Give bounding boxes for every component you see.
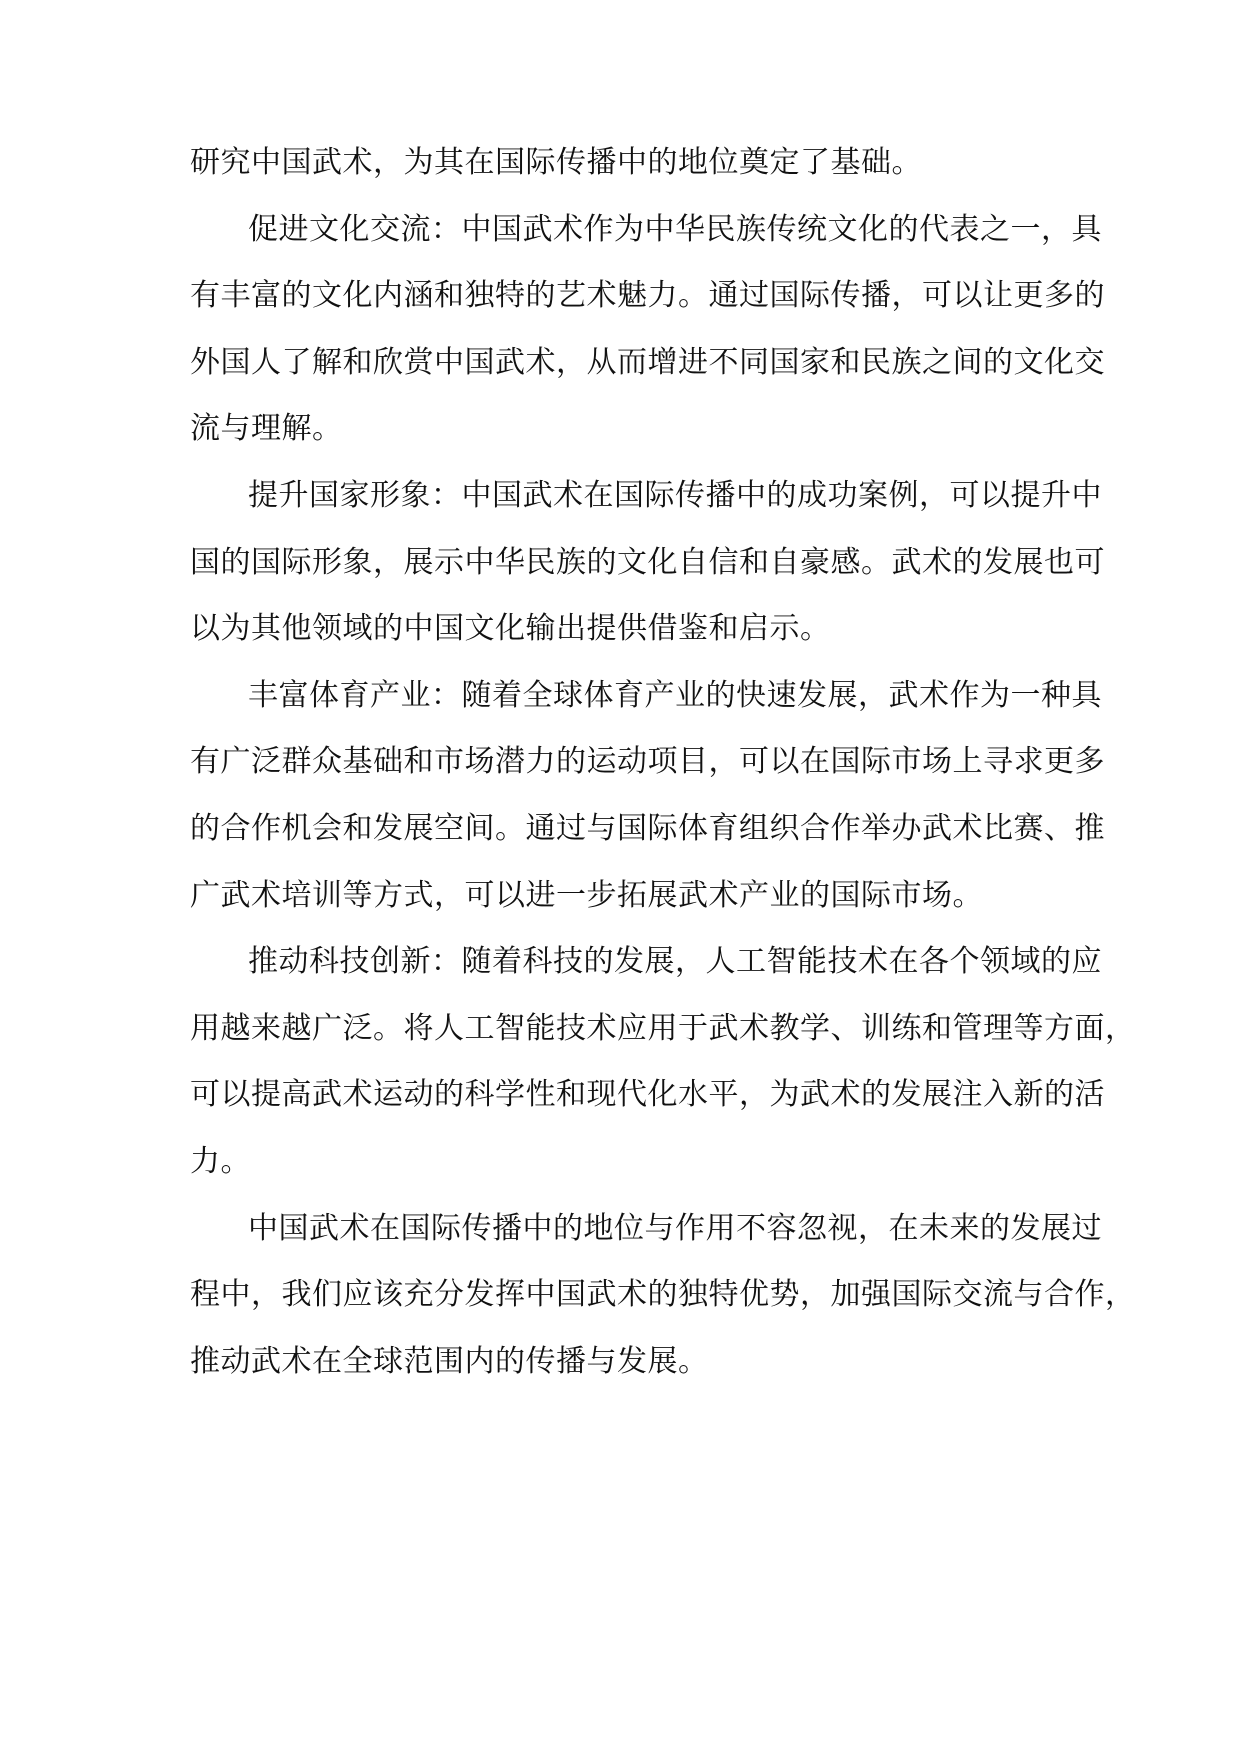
paragraph-line: 研究中国武术，为其在国际传播中的地位奠定了基础。 (190, 145, 922, 180)
paragraph-line: 的合作机会和发展空间。通过与国际体育组织合作举办武术比赛、推 (190, 810, 1105, 846)
paragraph-line: 推动科技创新：随着科技的发展，人工智能技术在各个领域的应 (248, 944, 1102, 980)
paragraph-line: 以为其他领域的中国文化输出提供借鉴和启示。 (190, 611, 831, 647)
paragraph-line: 力。 (190, 1143, 251, 1179)
paragraph-line: 用越来越广泛。将人工智能技术应用于武术教学、训练和管理等方面， (190, 1010, 1136, 1046)
document-page (190, 143, 1136, 1408)
paragraph-line: 有丰富的文化内涵和独特的艺术魅力。通过国际传播，可以让更多的 (190, 278, 1105, 314)
paragraph-line: 程中，我们应该充分发挥中国武术的独特优势，加强国际交流与合作， (190, 1277, 1136, 1313)
paragraph-line: 流与理解。 (190, 411, 343, 447)
paragraph-line: 外国人了解和欣赏中国武术，从而增进不同国家和民族之间的文化交 (190, 344, 1105, 380)
paragraph-line: 丰富体育产业：随着全球体育产业的快速发展，武术作为一种具 (248, 677, 1102, 713)
paragraph-line: 广武术培训等方式，可以进一步拓展武术产业的国际市场。 (190, 877, 983, 913)
paragraph-line: 推动武术在全球范围内的传播与发展。 (190, 1343, 709, 1379)
paragraph-line: 可以提高武术运动的科学性和现代化水平，为武术的发展注入新的活 (190, 1077, 1105, 1113)
paragraph-line: 提升国家形象：中国武术在国际传播中的成功案例，可以提升中 (248, 477, 1102, 513)
paragraph-line: 国的国际形象，展示中华民族的文化自信和自豪感。武术的发展也可 (190, 544, 1105, 580)
paragraph-line: 促进文化交流：中国武术作为中华民族传统文化的代表之一，具 (248, 211, 1102, 247)
paragraph-line: 有广泛群众基础和市场潜力的运动项目，可以在国际市场上寻求更多 (190, 744, 1105, 780)
paragraph-line: 中国武术在国际传播中的地位与作用不容忽视，在未来的发展过 (248, 1210, 1102, 1246)
